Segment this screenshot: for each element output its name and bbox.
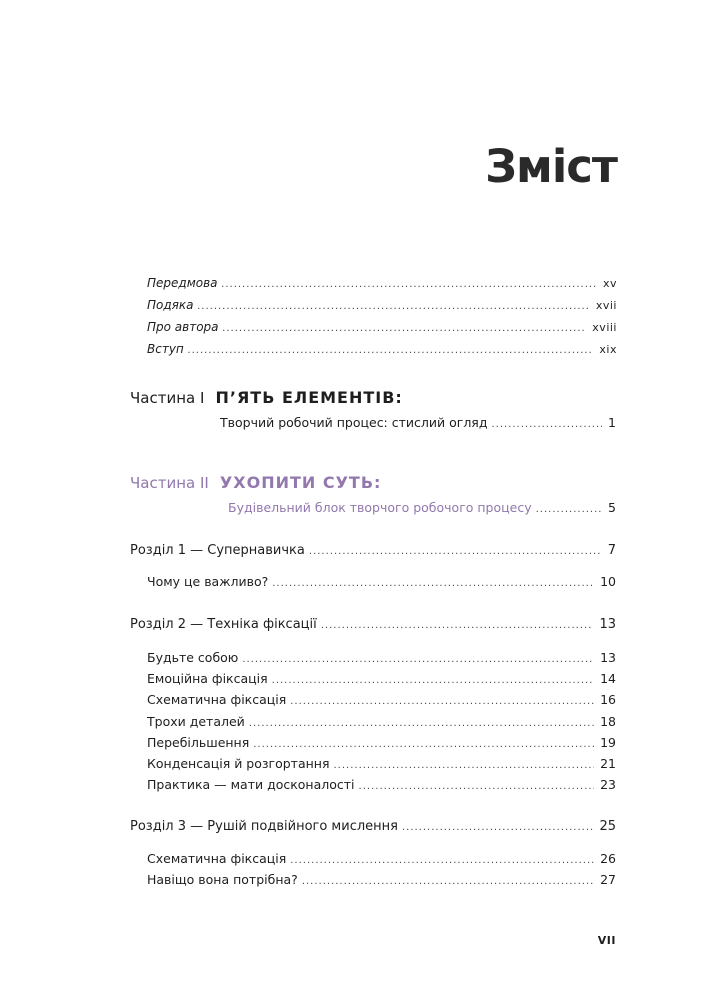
toc-entry-section[interactable]: [147, 650, 616, 665]
toc-entry-label: Про автора: [147, 320, 219, 334]
toc-entry-label: Розділ 1 — Супернавичка: [130, 543, 305, 558]
toc-entry-about-author[interactable]: [147, 320, 617, 334]
toc-entry-label: Будівельний блок творчого робочого процесу: [228, 500, 532, 515]
leader-dots: [197, 301, 589, 312]
leader-dots: [188, 345, 594, 356]
toc-entry-page: 27: [600, 872, 616, 887]
toc-entry-label: Будьте собою: [147, 650, 239, 665]
part2-label: Частина II: [130, 474, 209, 492]
leader-dots: [249, 718, 594, 729]
leader-dots: [536, 504, 602, 515]
toc-entry-page: 16: [600, 692, 616, 707]
leader-dots: [253, 739, 594, 750]
toc-entry-page: 18: [600, 714, 616, 729]
toc-entry-label: Трохи деталей: [147, 714, 245, 729]
toc-entry-page: 7: [607, 543, 616, 558]
toc-entry-section[interactable]: [147, 735, 616, 750]
toc-entry-part2[interactable]: [228, 500, 616, 515]
toc-entry-label: Конденсація й розгортання: [147, 756, 330, 771]
part1-heading: П’ЯТЬ ЕЛЕМЕНТІВ:: [215, 388, 403, 407]
toc-entry-section[interactable]: [147, 714, 616, 729]
leader-dots: [309, 546, 602, 557]
leader-dots: [290, 696, 594, 707]
toc-entry-page: 26: [600, 851, 616, 866]
toc-entry-label: Чому це важливо?: [147, 574, 269, 589]
toc-entry-foreword[interactable]: [147, 276, 617, 290]
toc-entry-label: Розділ 2 — Техніка фіксації: [130, 617, 317, 632]
leader-dots: [334, 760, 595, 771]
toc-entry-label: Емоційна фіксація: [147, 671, 268, 686]
toc-entry-label: Розділ 3 — Рушій подвійного мислення: [130, 819, 398, 834]
toc-entry-label: Практика — мати досконалості: [147, 777, 355, 792]
part1-header: [130, 388, 403, 407]
toc-entry-page: 21: [600, 756, 616, 771]
toc-entry-page: xviii: [592, 321, 617, 334]
toc-entry-label: Перебільшення: [147, 735, 250, 750]
leader-dots: [272, 675, 594, 686]
part2-header: [130, 473, 381, 492]
toc-entry-section[interactable]: [147, 671, 616, 686]
page-title: Зміст: [485, 140, 617, 193]
toc-entry-section[interactable]: [147, 756, 616, 771]
toc-entry-label: Передмова: [147, 276, 218, 290]
leader-dots: [272, 578, 594, 589]
toc-entry-page: 1: [608, 415, 616, 430]
toc-entry-label: Вступ: [147, 342, 184, 356]
leader-dots: [302, 876, 594, 887]
toc-entry-page: 13: [600, 650, 616, 665]
toc-entry-chapter2[interactable]: [130, 617, 616, 632]
toc-entry-section[interactable]: [147, 872, 616, 887]
toc-entry-acknowledgments[interactable]: [147, 298, 617, 312]
toc-entry-section[interactable]: [147, 574, 616, 589]
page-number: VII: [597, 934, 616, 947]
toc-entry-section[interactable]: [147, 777, 616, 792]
toc-entry-page: 25: [599, 819, 616, 834]
toc-entry-page: 5: [608, 500, 616, 515]
toc-entry-page: 19: [600, 735, 616, 750]
toc-entry-page: 14: [600, 671, 616, 686]
leader-dots: [359, 781, 595, 792]
toc-entry-introduction[interactable]: [147, 342, 617, 356]
toc-entry-part1[interactable]: [220, 415, 616, 430]
toc-entry-page: 23: [600, 777, 616, 792]
toc-entry-label: Творчий робочий процес: стислий огляд: [220, 415, 488, 430]
toc-entry-label: Подяка: [147, 298, 194, 312]
leader-dots: [321, 620, 594, 631]
toc-entry-section[interactable]: [147, 851, 616, 866]
toc-entry-page: 10: [600, 574, 616, 589]
leader-dots: [290, 855, 594, 866]
toc-entry-section[interactable]: [147, 692, 616, 707]
toc-entry-chapter3[interactable]: [130, 819, 616, 834]
toc-entry-page: xvii: [595, 299, 617, 312]
leader-dots: [222, 279, 597, 290]
toc-entry-chapter1[interactable]: [130, 543, 616, 558]
part2-heading: УХОПИТИ СУТЬ:: [219, 473, 382, 492]
leader-dots: [402, 822, 593, 833]
toc-entry-page: 13: [599, 617, 616, 632]
leader-dots: [223, 323, 587, 334]
toc-entry-label: Схематична фіксація: [147, 692, 287, 707]
toc-entry-page: xv: [602, 277, 617, 290]
toc-entry-page: xix: [599, 343, 617, 356]
toc-entry-label: Схематична фіксація: [147, 851, 287, 866]
toc-entry-label: Навіщо вона потрібна?: [147, 872, 298, 887]
leader-dots: [242, 654, 594, 665]
leader-dots: [491, 419, 602, 430]
part1-label: Частина I: [130, 389, 205, 407]
